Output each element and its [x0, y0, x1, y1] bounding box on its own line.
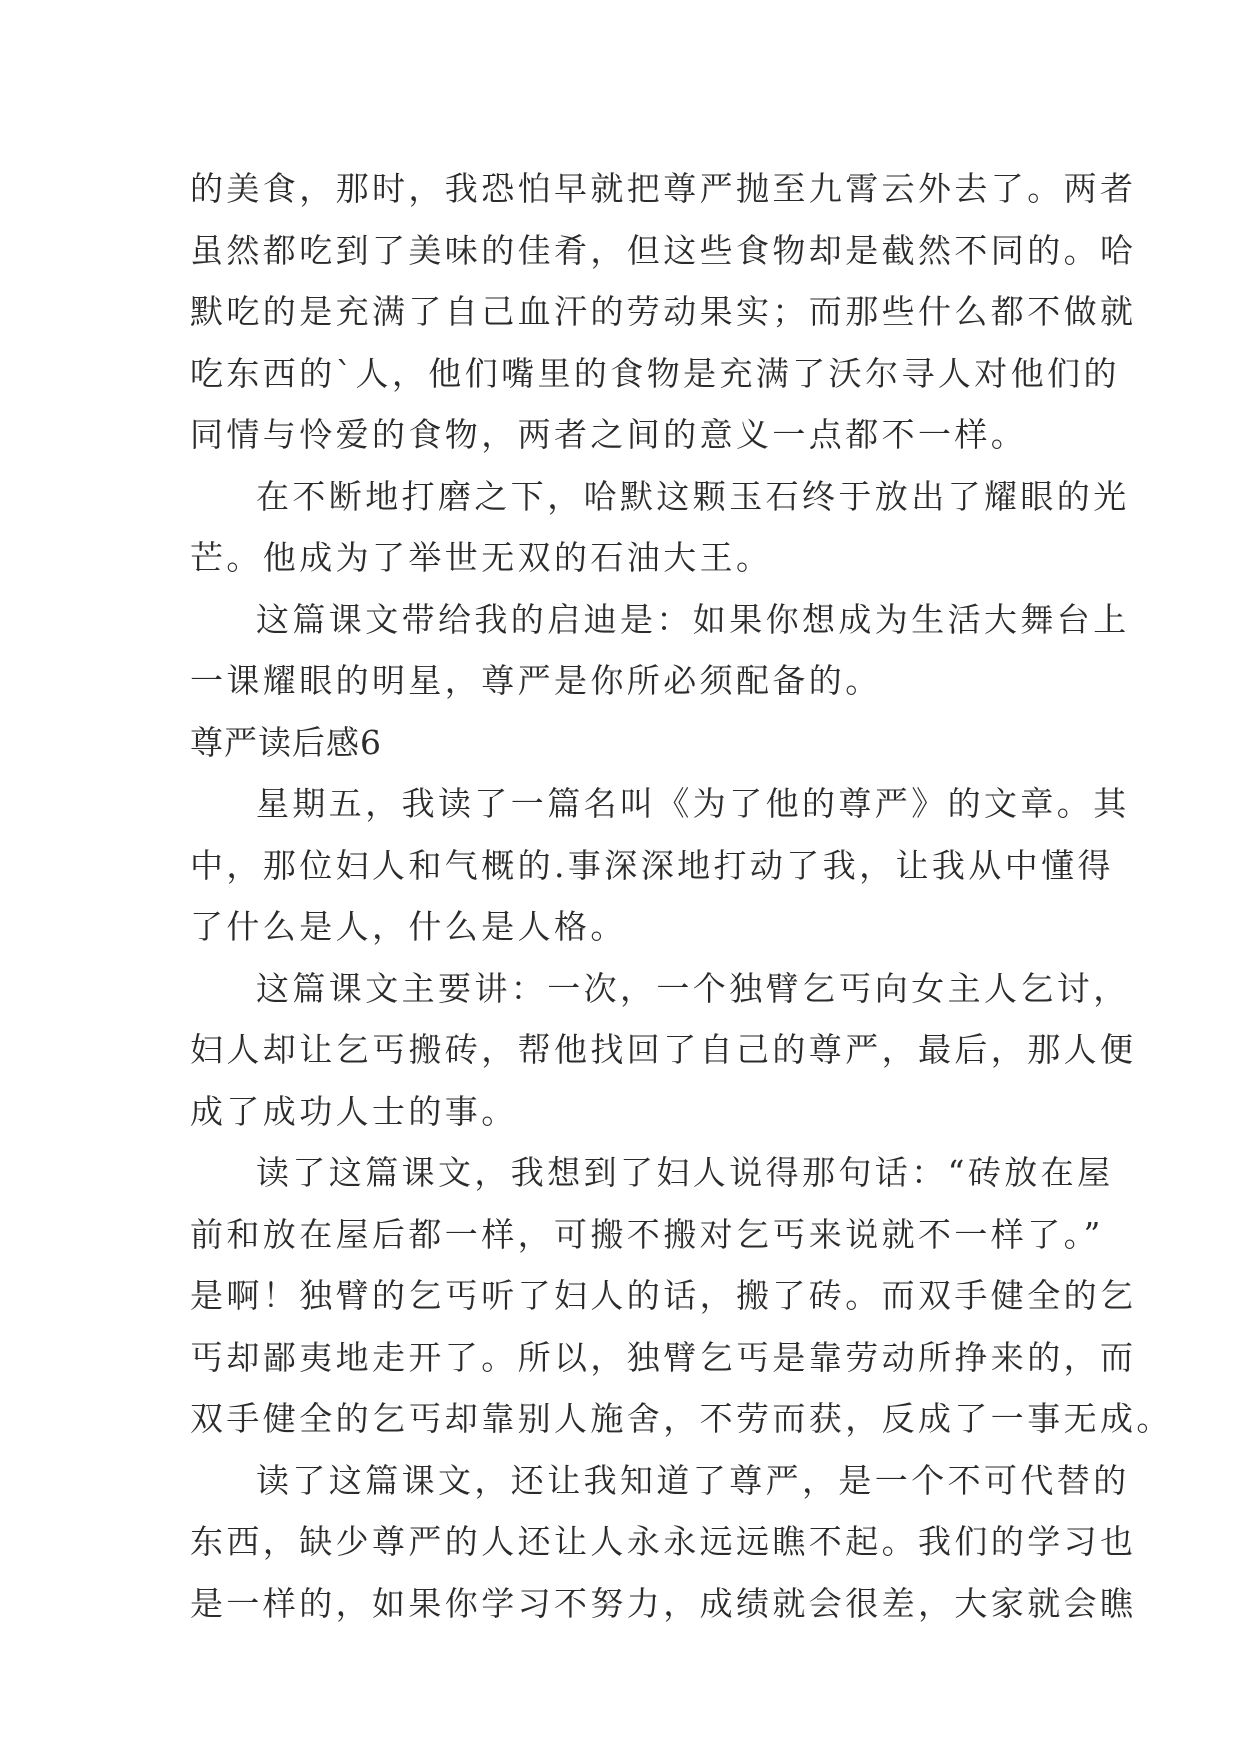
text-line: 中，那位妇人和气概的.事深深地打动了我，让我从中懂得	[190, 845, 1114, 885]
paragraph	[190, 958, 1137, 1143]
text-line: 一课耀眼的明星，尊严是你所必须配备的。	[190, 661, 882, 700]
paragraph	[190, 1450, 1137, 1635]
text-line: 芒。他成为了举世无双的石油大王。	[190, 538, 773, 577]
text-line: 成了成功人士的事。	[190, 1091, 518, 1131]
text-line: 这篇课文主要讲：一次，一个独臂乞丐向女主人乞讨，	[256, 968, 1130, 1008]
text-line: 在不断地打磨之下，哈默这颗玉石终于放出了耀眼的光	[256, 476, 1130, 516]
text-line: 默吃的是充满了自己血汗的劳动果实；而那些什么都不做就	[190, 292, 1137, 331]
text-line: 东西，缺少尊严的人还让人永永远远瞧不起。我们的学习也	[190, 1522, 1137, 1561]
text-line: 妇人却让乞丐搬砖，帮他找回了自己的尊严，最后，那人便	[190, 1030, 1137, 1069]
text-line: 了什么是人，什么是人格。	[190, 907, 627, 946]
paragraph	[190, 589, 1130, 712]
text-line: 读了这篇课文，我想到了妇人说得那句话：“砖放在屋	[256, 1153, 1114, 1192]
text-line: 是啊！独臂的乞丐听了妇人的话，搬了砖。而双手健全的乞	[190, 1276, 1137, 1315]
paragraph	[190, 466, 1130, 589]
text-line: 同情与怜爱的食物，两者之间的意义一点都不一样。	[190, 415, 1028, 454]
text-line: 是一样的，如果你学习不努力，成绩就会很差，大家就会瞧	[190, 1583, 1137, 1623]
paragraph	[190, 158, 1137, 466]
paragraph	[190, 773, 1130, 958]
text-line: 读了这篇课文，还让我知道了尊严，是一个不可代替的	[256, 1460, 1130, 1500]
text-line: 虽然都吃到了美味的佳肴，但这些食物却是截然不同的。哈	[190, 230, 1137, 270]
text-line: 吃东西的`人，他们嘴里的食物是充满了沃尔寻人对他们的	[190, 353, 1120, 393]
text-line: 前和放在屋后都一样，可搬不搬对乞丐来说就不一样了。”	[190, 1214, 1104, 1254]
text-line: 双手健全的乞丐却靠别人施舍，不劳而获，反成了一事无成。	[190, 1399, 1173, 1438]
text-line: 丐却鄙夷地走开了。所以，独臂乞丐是靠劳动所挣来的，而	[190, 1337, 1137, 1377]
section-heading: 尊严读后感6	[190, 722, 382, 762]
text-line: 星期五，我读了一篇名叫《为了他的尊严》的文章。其	[256, 784, 1130, 823]
text-line: 的美食，那时，我恐怕早就把尊严抛至九霄云外去了。两者	[190, 169, 1137, 208]
paragraph	[190, 1142, 1173, 1450]
document-body	[190, 158, 1173, 1634]
text-line: 这篇课文带给我的启迪是：如果你想成为生活大舞台上	[256, 599, 1130, 639]
